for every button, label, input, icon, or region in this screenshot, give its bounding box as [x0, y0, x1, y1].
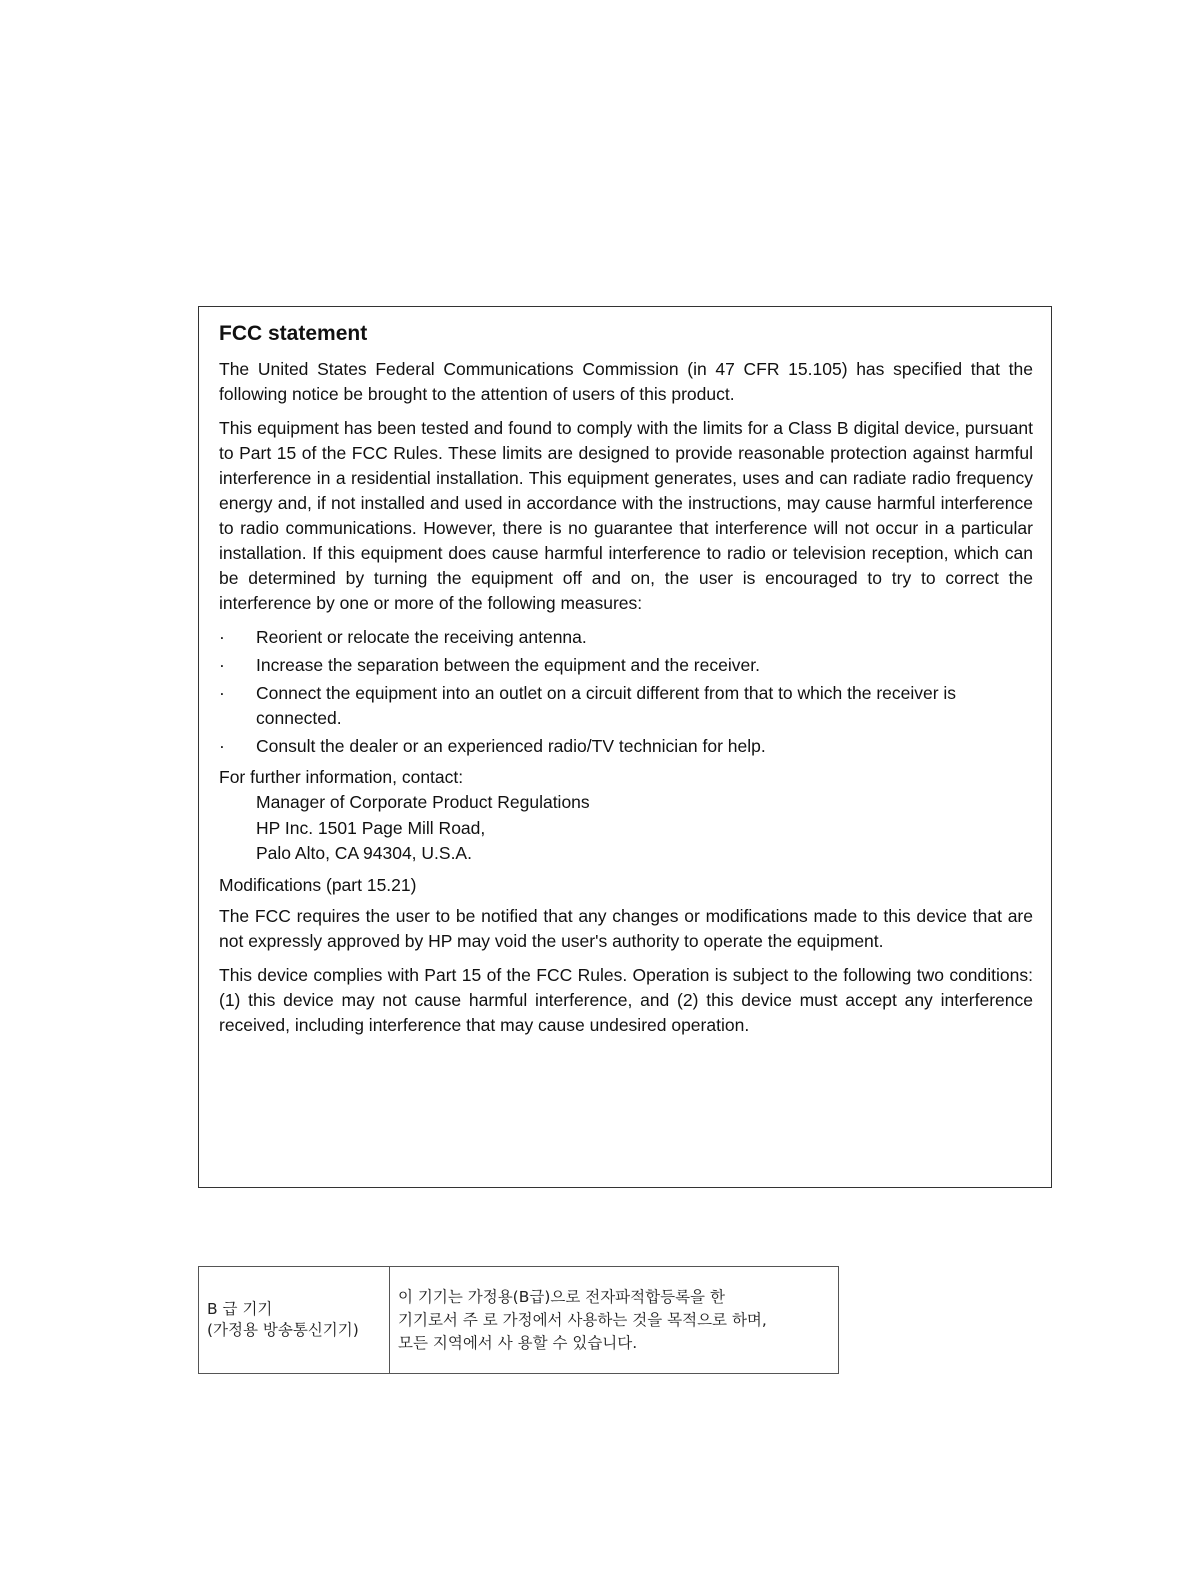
list-item — [219, 653, 1033, 678]
modifications-heading: Modifications (part 15.21) — [219, 874, 417, 895]
contact-line: Palo Alto, CA 94304, U.S.A. — [256, 843, 472, 863]
contact-line: HP Inc. 1501 Page Mill Road, — [256, 817, 486, 838]
korea-class-label: B 급 기기 — [207, 1300, 273, 1318]
korea-class-sublabel: (가정용 방송통신기기) — [207, 1321, 359, 1339]
fcc-title: FCC statement — [219, 322, 368, 345]
list-item — [219, 734, 1033, 759]
bullet-icon: · — [219, 683, 225, 703]
korea-notice-line: 이 기기는 가정용(B급)으로 전자파적합등록을 한 — [398, 1287, 725, 1306]
fcc-statement-box — [198, 306, 1052, 1188]
fcc-measures-list — [219, 625, 1033, 759]
korea-class-b-table — [198, 1266, 839, 1374]
bullet-text: Reorient or relocate the receiving antenna. — [256, 627, 587, 647]
fcc-intro-paragraph: The United States Federal Communications Commission (in 47 CFR 15.105) has specified that the following notice be brought to the attention of users of this product. — [219, 359, 1033, 404]
contact-heading: For further information, contact: — [219, 767, 464, 787]
korea-notice-cell — [390, 1267, 838, 1373]
bullet-icon: · — [219, 736, 225, 756]
bullet-text: Consult the dealer or an experienced radio/TV technician for help. — [256, 736, 766, 756]
korea-notice-line: 모든 지역에서 사 용할 수 있습니다. — [398, 1333, 638, 1352]
bullet-text: Connect the equipment into an outlet on a circuit different from that to which the receiver is connected. — [256, 683, 957, 728]
fcc-body-paragraph: This equipment has been tested and found to comply with the limits for a Class B digital device, pursuant to Part 15 of the FCC Rules. These limits are designed to provide reasonable protection against harmful interference in a residential installation. This equipment generates, uses and can radiate radio frequency energy and, if not installed and used in accordance with the instructions, may cause harmful interference to radio communications. However, there is no guarantee that interference will not occur in a particular installation. If this equipment does cause harmful interference to radio or television reception, which can be determined by turning the equipment off and on, the user is encouraged to try to correct the interference by one or more of the following measures: — [219, 418, 1033, 613]
korea-notice-line: 기기로서 주 로 가정에서 사용하는 것을 목적으로 하며, — [398, 1310, 767, 1329]
modifications-paragraph: The FCC requires the user to be notified that any changes or modifications made to this device that are not expressly approved by HP may void the user's authority to operate the equipment. — [219, 905, 1033, 951]
korea-class-cell — [199, 1267, 390, 1373]
bullet-text: Increase the separation between the equipment and the receiver. — [256, 655, 760, 675]
list-item — [219, 625, 1033, 650]
bullet-icon: · — [219, 627, 225, 647]
contact-line: Manager of Corporate Product Regulations — [256, 792, 590, 812]
list-item — [219, 681, 1033, 731]
bullet-icon: · — [219, 655, 225, 675]
contact-address — [219, 790, 1033, 867]
compliance-paragraph: This device complies with Part 15 of the FCC Rules. Operation is subject to the following two conditions: (1) this device may not cause harmful interference, and (2) this device must accept any interference received, including interference that may cause undesired operation. — [219, 964, 1033, 1035]
